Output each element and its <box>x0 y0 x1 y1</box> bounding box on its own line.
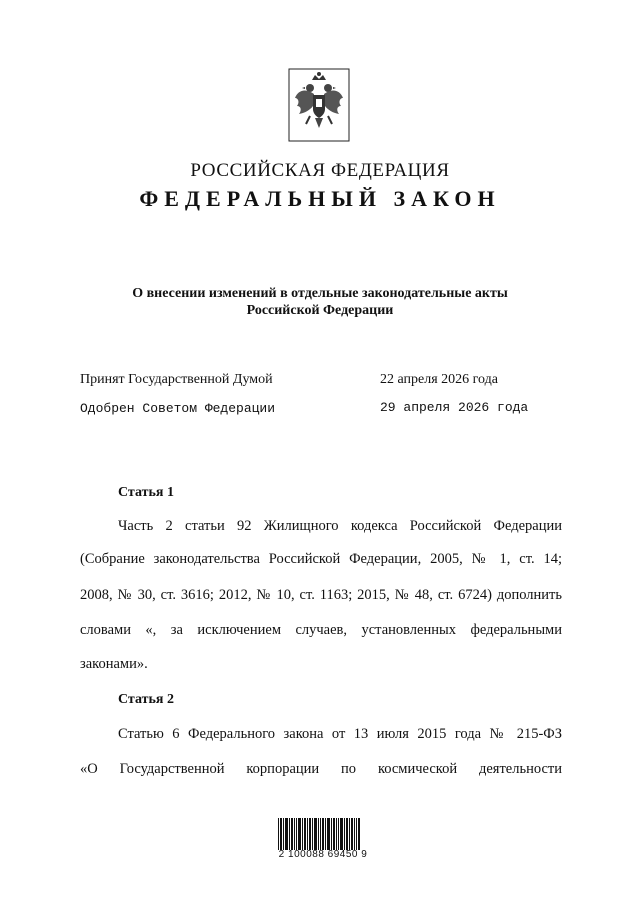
article-text-line: «О Государственной корпорации по космической деятельности <box>80 761 562 777</box>
adopted-duma-date: 22 апреля 2026 года <box>380 372 498 387</box>
law-title-line: Российской Федерации <box>246 303 394 318</box>
barcode-icon <box>278 818 360 850</box>
article-heading: Статья 2 <box>118 692 174 707</box>
law-title <box>60 285 580 319</box>
article-text-line: Статью 6 Федерального закона от 13 июля 2015 года № 215-ФЗ <box>118 726 562 742</box>
article-text-line: словами «, за исключением случаев, установленных федеральными <box>80 622 562 638</box>
law-type-heading: ФЕДЕРАЛЬНЫЙ ЗАКОН <box>139 186 501 211</box>
article-heading: Статья 1 <box>118 485 174 500</box>
article-text-line: Часть 2 статьи 92 Жилищного кодекса Российской Федерации <box>118 518 562 534</box>
barcode-number: 2 100088 69450 9 <box>278 849 368 860</box>
approved-council-label: Одобрен Советом Федерации <box>80 401 276 416</box>
article-text-line: (Собрание законодательства Российской Федерации, 2005, № 1, ст. 14; <box>80 551 562 567</box>
approved-council-date: 29 апреля 2026 года <box>380 400 529 415</box>
article-text-line: 2008, № 30, ст. 3616; 2012, № 10, ст. 1163; 2015, № 48, ст. 6724) дополнить <box>80 587 562 603</box>
country-name: РОССИЙСКАЯ ФЕДЕРАЦИЯ <box>190 160 450 181</box>
law-title-line: О внесении изменений в отдельные законодательные акты <box>132 286 508 301</box>
adopted-duma-label: Принят Государственной Думой <box>80 372 273 387</box>
article-text-line: законами». <box>80 656 148 672</box>
coat-of-arms-icon <box>288 68 350 142</box>
